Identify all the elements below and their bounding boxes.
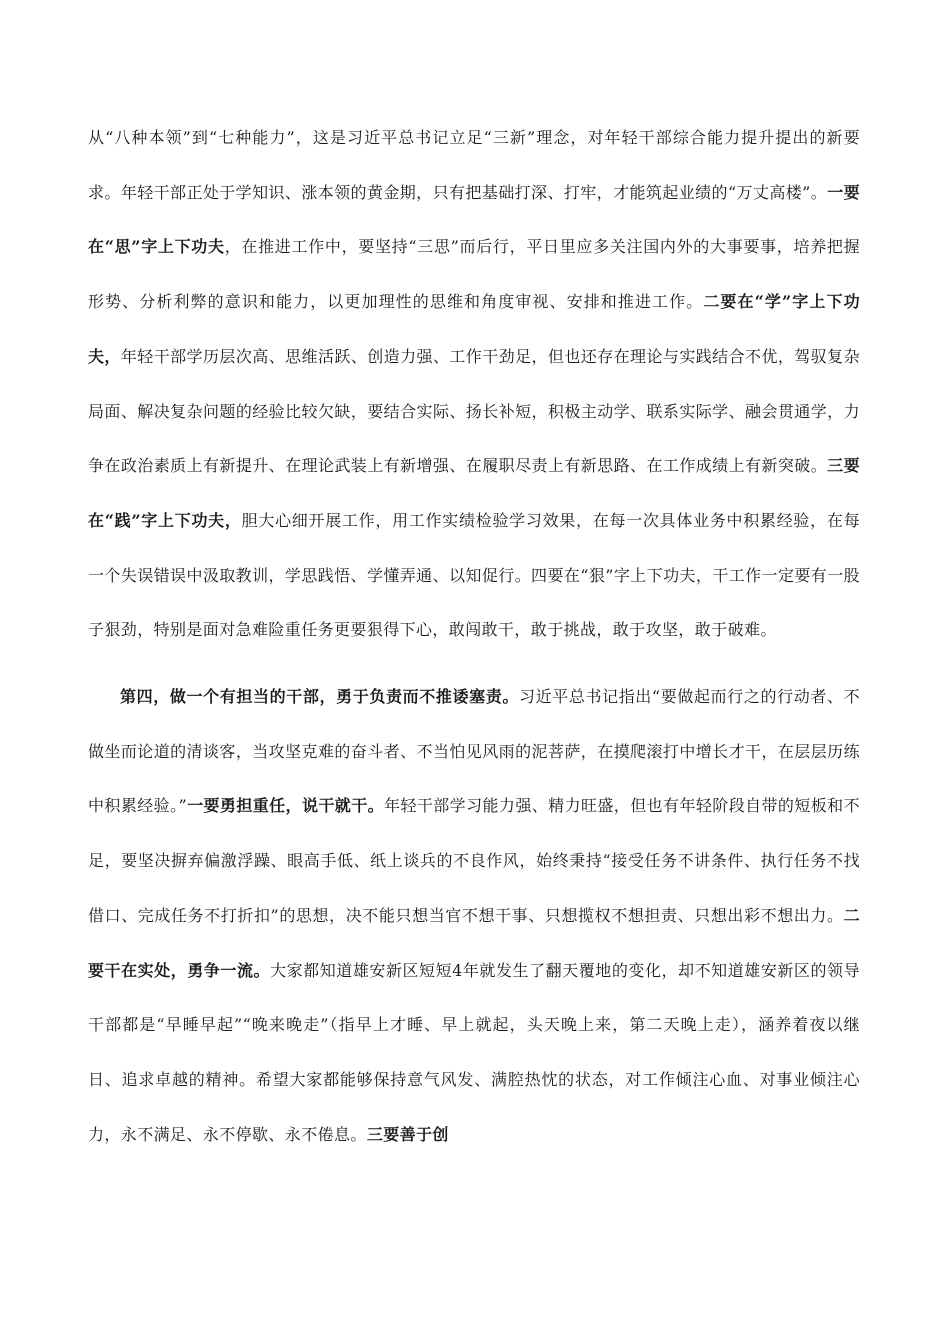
paragraph-2-text-2: 年轻干部学习能力强、精力旺盛，但也有年轻阶段自带的短板和不足，要坚决摒弃偏激浮躁、眼高手低、纸上谈兵的不良作风，始终秉持“接受任务不讲条件、执行任务不找借口、完成任务不打折扣”的思想，决不能只想当官不想干事、只想揽权不想担责、只想出彩不想出力。 [88, 796, 860, 925]
paragraph-2-heading-4: 三要善于创 [366, 1124, 449, 1144]
paragraph-2 [88, 670, 860, 1162]
paragraph-1-heading-2: 二要在“学”字上下功夫， [88, 292, 860, 366]
paragraph-1-text-3: 年轻干部学历层次高、思维活跃、创造力强、工作干劲足，但也还存在理论与实践结合不优，驾驭复杂局面、解决复杂问题的经验比较欠缺，要结合实际、扬长补短，积极主动学、联系实际学、融会贯通学，力争在政治素质上有新提升、在理论武装上有新增强、在履职尽责上有新思路、在工作成绩上有新突破。 [88, 346, 860, 476]
paragraph-2-heading-2: 一要勇担重任，说干就干。 [187, 796, 385, 816]
paragraph-1-text-4: 胆大心细开展工作，用工作实绩检验学习效果，在每一次具体业务中积累经验，在每一个失误错误中汲取教训，学思践悟、学懂弄通、以知促行。四要在“狠”字上下功夫，干工作一定要有一股子狠劲，特别是面对急难险重任务更要狠得下心，敢闯敢干，敢于挑战，敢于攻坚，敢于破难。 [88, 510, 860, 640]
document-page [88, 111, 860, 1162]
paragraph-1 [88, 111, 860, 658]
paragraph-1-heading-1: 一要在“思”字上下功夫 [88, 182, 860, 257]
paragraph-1-text-1: 从“八种本领”到“七种能力”，这是习近平总书记立足“三新”理念，对年轻干部综合能力提升提出的新要求。年轻干部正处于学知识、涨本领的黄金期，只有把基础打深、打牢，才能筑起业绩的“万丈高楼”。 [88, 128, 860, 202]
paragraph-2-heading-3: 二要干在实处，勇争一流。 [88, 905, 860, 980]
paragraph-2-heading-1: 第四，做一个有担当的干部，勇于负责而不推诿塞责。 [120, 687, 519, 707]
paragraph-2-text-3: 大家都知道雄安新区短短4年就发生了翻天覆地的变化，却不知道雄安新区的领导干部都是“早睡早起”“晚来晚走”（指早上才睡、早上就起，头天晚上来，第二天晚上走），涵养着夜以继日、追求卓越的精神。希望大家都能够保持意气风发、满腔热忱的状态，对工作倾注心血、对事业倾注心力，永不满足、永不停歇、永不倦息。 [88, 960, 860, 1144]
paragraph-1-text-2: ，在推进工作中，要坚持“三思”而后行，平日里应多关注国内外的大事要事，培养把握形势、分析利弊的意识和能力，以更加理性的思维和角度审视、安排和推进工作。 [88, 237, 860, 312]
paragraph-2-text-1: 习近平总书记指出“要做起而行之的行动者、不做坐而论道的清谈客，当攻坚克难的奋斗者、不当怕见风雨的泥菩萨，在摸爬滚打中增长才干，在层层历练中积累经验。” [88, 687, 860, 816]
paragraph-1-heading-3: 三要在“践”字上下功夫， [88, 456, 860, 530]
